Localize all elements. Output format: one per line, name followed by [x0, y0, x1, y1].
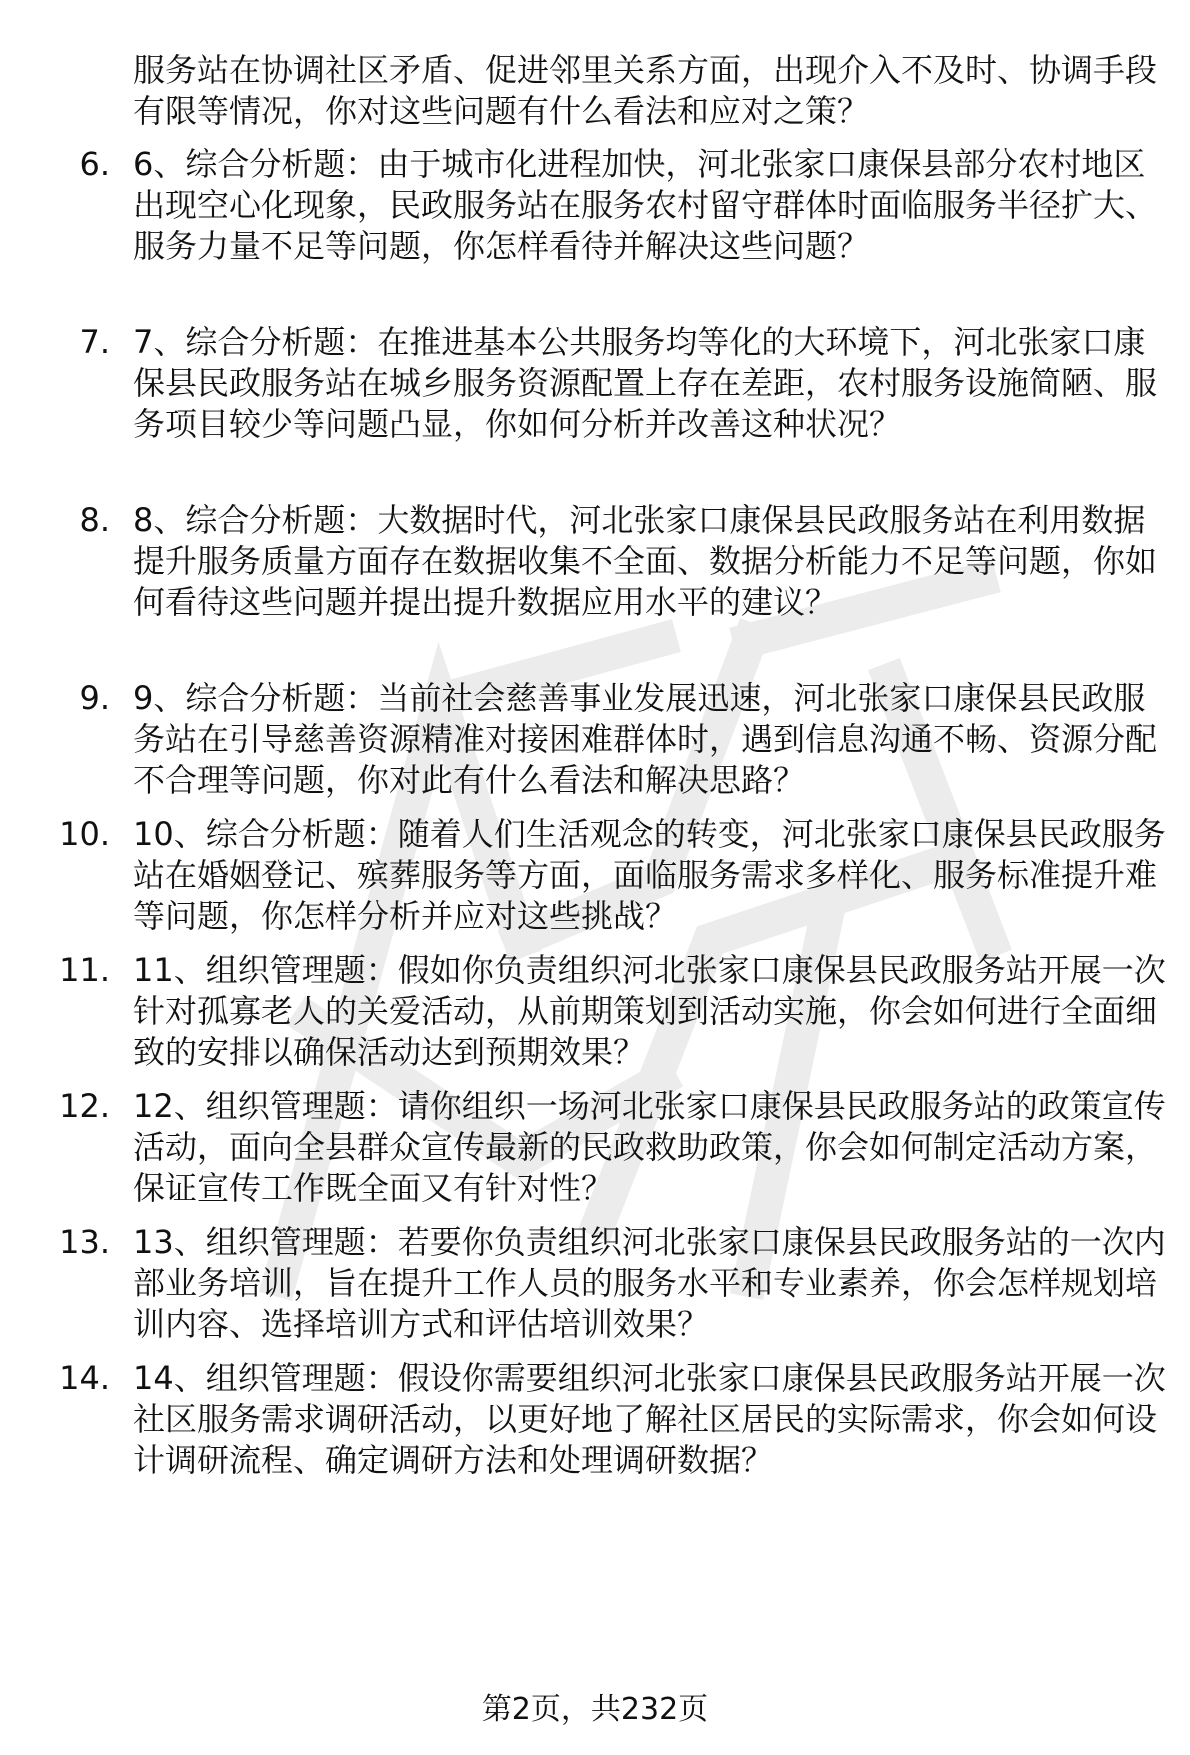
- question-text: 7、综合分析题：在推进基本公共服务均等化的大环境下，河北张家口康保县民政服务站在城乡服务资源配置上存在差距，农村服务设施简陋、服务项目较少等问题凸显，你如何分析并改善这种状况？: [133, 323, 1158, 443]
- question-text: 9、综合分析题：当前社会慈善事业发展迅速，河北张家口康保县民政服务站在引导慈善资源精准对接困难群体时，遇到信息沟通不畅、资源分配不合理等问题，你对此有什么看法和解决思路？: [133, 679, 1158, 799]
- question-text: 12、组织管理题：请你组织一场河北张家口康保县民政服务站的政策宣传活动，面向全县群众宣传最新的民政救助政策，你会如何制定活动方案，保证宣传工作既全面又有针对性？: [133, 1087, 1166, 1207]
- question-number: 8.: [79, 501, 110, 539]
- question-text: 8、综合分析题：大数据时代，河北张家口康保县民政服务站在利用数据提升服务质量方面存在数据收集不全面、数据分析能力不足等问题，你如何看待这些问题并提出提升数据应用水平的建议？: [133, 501, 1158, 621]
- question-text: 6、综合分析题：由于城市化进程加快，河北张家口康保县部分农村地区出现空心化现象，民政服务站在服务农村留守群体时面临服务半径扩大、服务力量不足等问题，你怎样看待并解决这些问题？: [133, 145, 1158, 265]
- question-number: 11.: [59, 951, 110, 989]
- question-text: 10、综合分析题：随着人们生活观念的转变，河北张家口康保县民政服务站在婚姻登记、殡葬服务等方面，面临服务需求多样化、服务标准提升难等问题，你怎样分析并应对这些挑战？: [133, 815, 1166, 935]
- question-text: 11、组织管理题：假如你负责组织河北张家口康保县民政服务站开展一次针对孤寡老人的关爱活动，从前期策划到活动实施，你会如何进行全面细致的安排以确保活动达到预期效果？: [133, 951, 1166, 1071]
- question-number: 13.: [59, 1223, 110, 1261]
- question-number: 12.: [59, 1087, 110, 1125]
- question-number: 9.: [79, 679, 110, 717]
- question-number: 7.: [79, 323, 110, 361]
- question-number: 6.: [79, 145, 110, 183]
- question-number: 14.: [59, 1359, 110, 1397]
- question-number: 10.: [59, 815, 110, 853]
- page-footer: 第2页，共232页: [481, 1692, 709, 1727]
- question-text: 14、组织管理题：假设你需要组织河北张家口康保县民政服务站开展一次社区服务需求调研活动，以更好地了解社区居民的实际需求，你会如何设计调研流程、确定调研方法和处理调研数据？: [133, 1359, 1166, 1479]
- continuation-paragraph: 服务站在协调社区矛盾、促进邻里关系方面，出现介入不及时、协调手段有限等情况，你对这些问题有什么看法和应对之策？: [133, 51, 1158, 130]
- question-text: 13、组织管理题：若要你负责组织河北张家口康保县民政服务站的一次内部业务培训，旨在提升工作人员的服务水平和专业素养，你会怎样规划培训内容、选择培训方式和评估培训效果？: [133, 1223, 1166, 1343]
